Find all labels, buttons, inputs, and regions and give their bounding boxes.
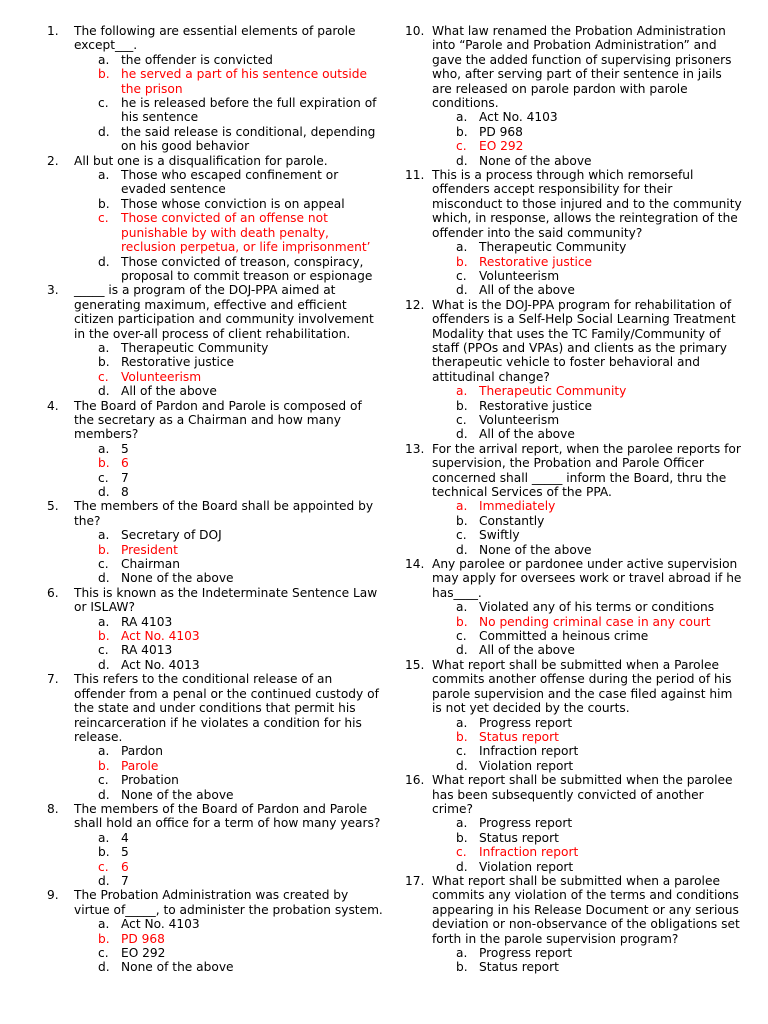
answer-options — [98, 917, 385, 975]
option-letter: d. — [98, 657, 110, 672]
option-letter: b. — [456, 398, 468, 413]
question-item — [47, 802, 385, 888]
answer-option — [98, 197, 385, 211]
correct-answer-option — [98, 67, 385, 96]
answer-option — [98, 442, 385, 456]
question-item — [47, 154, 385, 284]
correct-answer-option — [98, 456, 385, 470]
option-text: None of the above — [121, 571, 234, 586]
answer-options — [98, 744, 385, 802]
option-letter: c. — [98, 773, 109, 788]
option-text: Status report — [479, 729, 559, 744]
correct-answer-option — [456, 730, 745, 744]
option-text: 5 — [121, 845, 129, 860]
option-text: 7 — [121, 873, 129, 888]
option-letter: b. — [456, 614, 468, 629]
answer-option — [98, 643, 385, 657]
question-row — [47, 802, 385, 831]
question-text: For the arrival report, when the parolee reports for supervision, the Probation and Parole Officer concerned shall _____ inform the Board, thru the technical Services of the PPA. — [432, 441, 741, 499]
answer-option — [456, 600, 745, 614]
option-letter: a. — [98, 830, 110, 845]
option-letter: d. — [98, 124, 110, 139]
option-text: Chairman — [121, 557, 180, 572]
correct-answer-option — [98, 370, 385, 384]
option-letter: b. — [456, 729, 468, 744]
answer-options — [456, 384, 745, 442]
answer-option — [456, 413, 745, 427]
option-text: None of the above — [479, 153, 592, 168]
answer-options — [456, 110, 745, 168]
option-text: None of the above — [121, 787, 234, 802]
correct-answer-option — [456, 255, 745, 269]
correct-answer-option — [98, 543, 385, 557]
option-text: Volunteerism — [479, 412, 560, 427]
question-text: The members of the Board of Pardon and Parole shall hold an office for a term of how many years? — [74, 801, 381, 831]
option-text: Progress report — [479, 816, 573, 831]
answer-option — [98, 168, 385, 197]
option-letter: a. — [98, 168, 110, 183]
option-text: Act No. 4103 — [121, 917, 200, 932]
question-item — [405, 658, 745, 773]
option-text: President — [121, 542, 178, 557]
option-letter: d. — [98, 787, 110, 802]
question-text: _____ is a program of the DOJ-PPA aimed at generating maximum, effective and efficient citizen participation and community involvement in the over-all process of client rehabilitation. — [74, 283, 374, 341]
question-item — [405, 874, 745, 975]
answer-option — [456, 860, 745, 874]
option-text: Status report — [479, 830, 559, 845]
option-text: RA 4013 — [121, 643, 173, 658]
question-item — [47, 283, 385, 398]
option-text: Act No. 4103 — [479, 110, 558, 125]
option-letter: a. — [98, 744, 110, 759]
option-text: Those whose conviction is on appeal — [121, 196, 345, 211]
answer-option — [98, 773, 385, 787]
left-column — [47, 24, 385, 975]
answer-option — [98, 960, 385, 974]
question-item — [47, 586, 385, 672]
option-text: EO 292 — [121, 946, 166, 960]
correct-answer-option — [98, 932, 385, 946]
question-item — [47, 399, 385, 500]
option-text: All of the above — [479, 427, 575, 442]
option-letter: c. — [456, 268, 467, 283]
answer-option — [456, 110, 745, 124]
question-number: 15. — [405, 657, 425, 672]
option-text: Violation report — [479, 758, 574, 773]
option-letter: b. — [98, 629, 110, 644]
question-number: 17. — [405, 873, 425, 888]
question-row — [47, 24, 385, 53]
question-row — [47, 399, 385, 442]
option-letter: b. — [98, 758, 110, 773]
option-text: Volunteerism — [121, 369, 202, 384]
question-row — [47, 154, 385, 168]
question-text: What law renamed the Probation Administration into “Parole and Probation Administration” and gave the added function of supervising prisoners who, after serving part of their sentence in jails are released on parole pardon with parole conditions. — [432, 24, 732, 111]
question-row — [405, 24, 745, 110]
option-letter: c. — [456, 629, 467, 644]
option-text: Probation — [121, 773, 179, 788]
answer-option — [98, 845, 385, 859]
answer-option — [456, 831, 745, 845]
option-letter: a. — [98, 917, 110, 932]
answer-option — [98, 615, 385, 629]
option-text: Committed a heinous crime — [479, 629, 649, 644]
option-letter: c. — [456, 528, 467, 543]
option-letter: d. — [98, 485, 110, 499]
option-text: 7 — [121, 470, 129, 485]
question-row — [47, 586, 385, 615]
option-letter: a. — [456, 600, 468, 615]
correct-answer-option — [98, 759, 385, 773]
answer-options — [456, 816, 745, 874]
answer-option — [456, 816, 745, 830]
option-letter: a. — [98, 340, 110, 355]
answer-options — [456, 240, 745, 298]
question-number: 14. — [405, 557, 425, 572]
option-letter: b. — [98, 196, 110, 211]
option-letter: d. — [456, 758, 468, 773]
option-text: Secretary of DOJ — [121, 528, 222, 543]
answer-option — [98, 874, 385, 888]
answer-option — [456, 427, 745, 441]
option-text: the said release is conditional, depending on his good behavior — [121, 124, 376, 154]
option-text: PD 968 — [479, 124, 523, 139]
option-text: Progress report — [479, 946, 573, 960]
answer-option — [98, 96, 385, 125]
question-text: All but one is a disqualification for parole. — [74, 153, 328, 168]
question-number: 9. — [47, 888, 59, 903]
option-letter: a. — [456, 110, 468, 125]
option-letter: d. — [98, 384, 110, 399]
answer-option — [456, 283, 745, 297]
option-letter: d. — [456, 643, 468, 658]
answer-option — [456, 125, 745, 139]
question-number: 12. — [405, 297, 425, 312]
question-number: 5. — [47, 499, 59, 514]
answer-options — [98, 341, 385, 399]
question-text: The following are essential elements of parole except___. — [74, 24, 356, 53]
answer-option — [456, 154, 745, 168]
answer-option — [98, 528, 385, 542]
question-item — [405, 557, 745, 658]
question-item — [47, 888, 385, 974]
option-letter: d. — [98, 873, 110, 888]
question-row — [47, 672, 385, 744]
question-text: What report shall be submitted when the parolee has been subsequently convicted of another crime? — [432, 773, 733, 816]
option-text: he is released before the full expiration of his sentence — [121, 96, 377, 125]
option-letter: d. — [98, 571, 110, 586]
answer-option — [98, 471, 385, 485]
option-text: 8 — [121, 485, 129, 499]
option-letter: a. — [98, 528, 110, 543]
answer-options — [98, 831, 385, 889]
option-text: Infraction report — [479, 744, 579, 759]
question-row — [47, 499, 385, 528]
question-text: This refers to the conditional release of an offender from a penal or the continued custody of the state and under conditions that permit his reincarceration if he violates a condition for his release. — [74, 672, 379, 744]
option-letter: d. — [98, 960, 110, 975]
option-text: Restorative justice — [121, 355, 235, 370]
option-letter: a. — [456, 715, 468, 730]
option-letter: c. — [98, 96, 109, 111]
question-number: 10. — [405, 24, 425, 38]
question-text: Any parolee or pardonee under active supervision may apply for oversees work or travel abroad if he has____. — [432, 557, 742, 600]
option-text: EO 292 — [479, 139, 524, 154]
option-letter: d. — [98, 254, 110, 269]
answer-option — [456, 528, 745, 542]
question-row — [47, 888, 385, 917]
option-letter: a. — [98, 441, 110, 456]
question-text: The Probation Administration was created by virtue of_____, to administer the probation system. — [74, 888, 383, 917]
right-column — [405, 24, 745, 975]
question-number: 1. — [47, 24, 59, 38]
option-letter: b. — [456, 960, 468, 975]
option-letter: b. — [98, 931, 110, 946]
option-text: Violated any of his terms or conditions — [479, 600, 715, 615]
option-text: 6 — [121, 456, 129, 471]
question-number: 3. — [47, 283, 59, 298]
answer-option — [456, 629, 745, 643]
answer-options — [98, 168, 385, 283]
question-row — [47, 283, 385, 341]
option-letter: b. — [456, 124, 468, 139]
option-letter: a. — [456, 499, 468, 514]
answer-options — [98, 615, 385, 673]
question-number: 7. — [47, 672, 59, 687]
option-letter: d. — [456, 859, 468, 874]
answer-option — [98, 658, 385, 672]
option-text: he served a part of his sentence outside the prison — [121, 67, 368, 96]
answer-option — [98, 831, 385, 845]
correct-answer-option — [98, 211, 385, 254]
question-text: What report shall be submitted when a parolee commits any violation of the terms and conditions appearing in his Release Document or any serious deviation or non-observance of the obligations set forth in the parole supervision program? — [432, 873, 740, 946]
option-text: Act No. 4103 — [121, 629, 200, 644]
answer-option — [456, 759, 745, 773]
answer-option — [456, 643, 745, 657]
option-text: Violation report — [479, 859, 574, 874]
answer-option — [98, 788, 385, 802]
option-text: Volunteerism — [479, 268, 560, 283]
option-text: 4 — [121, 830, 129, 845]
option-text: 5 — [121, 441, 129, 456]
question-row — [405, 773, 745, 816]
option-text: None of the above — [479, 542, 592, 557]
option-letter: a. — [456, 816, 468, 831]
question-item — [405, 773, 745, 874]
option-letter: c. — [98, 211, 109, 226]
option-letter: a. — [98, 52, 110, 67]
option-text: Infraction report — [479, 845, 579, 860]
option-text: Restorative justice — [479, 254, 593, 269]
question-item — [405, 442, 745, 557]
question-item — [405, 298, 745, 442]
answer-options — [456, 946, 745, 975]
option-letter: c. — [98, 643, 109, 658]
question-item — [47, 672, 385, 802]
question-row — [405, 298, 745, 384]
option-text: the offender is convicted — [121, 52, 273, 67]
question-text: What report shall be submitted when a Parolee commits another offense during the period of his parole supervision and the case filed against him is not yet decided by the courts. — [432, 657, 733, 716]
question-number: 13. — [405, 441, 425, 456]
question-number: 16. — [405, 773, 425, 788]
answer-option — [456, 960, 745, 974]
answer-options — [98, 528, 385, 586]
option-text: Progress report — [479, 715, 573, 730]
question-text: What is the DOJ-PPA program for rehabilitation of offenders is a Self-Help Social Learning Treatment Modality that uses the TC Family/Community of staff (PPOs and VPAs) and clients as the primary therapeutic vehicle to foster behavioral and attitudinal change? — [432, 297, 736, 384]
option-letter: b. — [98, 845, 110, 860]
option-text: 6 — [121, 859, 129, 874]
option-letter: d. — [456, 283, 468, 298]
answer-option — [98, 53, 385, 67]
option-text: Parole — [121, 758, 159, 773]
answer-option — [98, 355, 385, 369]
question-item — [405, 168, 745, 298]
option-letter: d. — [456, 542, 468, 557]
option-letter: c. — [456, 744, 467, 759]
option-text: Those convicted of an offense not punishable by with death penalty, reclusion perpetua, or life imprisonment’ — [121, 211, 371, 255]
option-letter: c. — [98, 859, 109, 874]
answer-option — [98, 341, 385, 355]
option-text: No pending criminal case in any court — [479, 614, 711, 629]
question-number: 6. — [47, 585, 59, 600]
option-text: PD 968 — [121, 931, 165, 946]
answer-option — [456, 269, 745, 283]
option-text: All of the above — [479, 643, 575, 658]
option-text: All of the above — [121, 384, 217, 399]
question-text: The members of the Board shall be appointed by the? — [74, 499, 374, 528]
option-letter: c. — [456, 412, 467, 427]
option-letter: b. — [456, 830, 468, 845]
answer-options — [456, 499, 745, 557]
answer-options — [98, 442, 385, 500]
answer-option — [98, 744, 385, 758]
answer-option — [456, 744, 745, 758]
option-text: Constantly — [479, 513, 545, 528]
option-letter: a. — [98, 614, 110, 629]
option-text: Therapeutic Community — [479, 240, 627, 255]
option-text: RA 4103 — [121, 614, 173, 629]
option-text: Restorative justice — [479, 398, 593, 413]
option-letter: c. — [98, 369, 109, 384]
option-letter: c. — [456, 845, 467, 860]
answer-option — [98, 125, 385, 154]
option-text: Those who escaped confinement or evaded sentence — [121, 168, 339, 197]
question-item — [405, 24, 745, 168]
correct-answer-option — [98, 860, 385, 874]
question-number: 11. — [405, 168, 425, 183]
correct-answer-option — [456, 499, 745, 513]
option-text: Status report — [479, 960, 559, 975]
answer-option — [98, 255, 385, 284]
answer-options — [98, 53, 385, 154]
question-text: The Board of Pardon and Parole is composed of the secretary as a Chairman and how many members? — [74, 398, 362, 442]
correct-answer-option — [456, 139, 745, 153]
option-text: Swiftly — [479, 528, 520, 543]
option-letter: a. — [456, 946, 468, 960]
correct-answer-option — [98, 629, 385, 643]
correct-answer-option — [456, 845, 745, 859]
answer-option — [98, 946, 385, 960]
question-item — [47, 499, 385, 585]
option-letter: b. — [98, 456, 110, 471]
option-letter: c. — [98, 946, 109, 960]
question-item — [47, 24, 385, 154]
option-letter: a. — [456, 240, 468, 255]
answer-option — [456, 399, 745, 413]
correct-answer-option — [456, 384, 745, 398]
question-text: This is known as the Indeterminate Sentence Law or ISLAW? — [74, 585, 378, 615]
option-text: Therapeutic Community — [121, 340, 269, 355]
question-number: 2. — [47, 153, 59, 168]
option-letter: d. — [456, 427, 468, 442]
question-row — [405, 557, 745, 600]
answer-options — [456, 716, 745, 774]
question-number: 8. — [47, 801, 59, 816]
option-text: Those convicted of treason, conspiracy, proposal to commit treason or espionage — [121, 254, 373, 283]
option-letter: c. — [456, 139, 467, 154]
option-letter: c. — [98, 470, 109, 485]
answer-option — [456, 240, 745, 254]
question-number: 4. — [47, 398, 59, 413]
answer-option — [456, 514, 745, 528]
question-row — [405, 442, 745, 500]
answer-option — [98, 384, 385, 398]
option-letter: b. — [98, 355, 110, 370]
answer-option — [98, 917, 385, 931]
option-text: Act No. 4013 — [121, 657, 200, 672]
answer-option — [98, 571, 385, 585]
option-text: Pardon — [121, 744, 163, 759]
option-letter: b. — [98, 67, 110, 82]
answer-option — [456, 543, 745, 557]
option-letter: b. — [456, 513, 468, 528]
question-text: This is a process through which remorseful offenders accept responsibility for their misconduct to those injured and to the community which, in response, allows the reintegration of the offender into the said community? — [432, 168, 742, 240]
option-letter: d. — [456, 153, 468, 168]
option-text: Therapeutic Community — [479, 384, 627, 399]
option-letter: b. — [98, 542, 110, 557]
option-letter: a. — [456, 384, 468, 399]
option-letter: c. — [98, 557, 109, 572]
answer-option — [98, 557, 385, 571]
answer-option — [98, 485, 385, 499]
question-row — [405, 874, 745, 946]
answer-option — [456, 946, 745, 960]
option-text: Immediately — [479, 499, 556, 514]
option-text: All of the above — [479, 283, 575, 298]
answer-options — [456, 600, 745, 658]
question-row — [405, 658, 745, 716]
answer-option — [456, 716, 745, 730]
correct-answer-option — [456, 615, 745, 629]
option-letter: b. — [456, 254, 468, 269]
question-row — [405, 168, 745, 240]
option-text: None of the above — [121, 960, 234, 975]
